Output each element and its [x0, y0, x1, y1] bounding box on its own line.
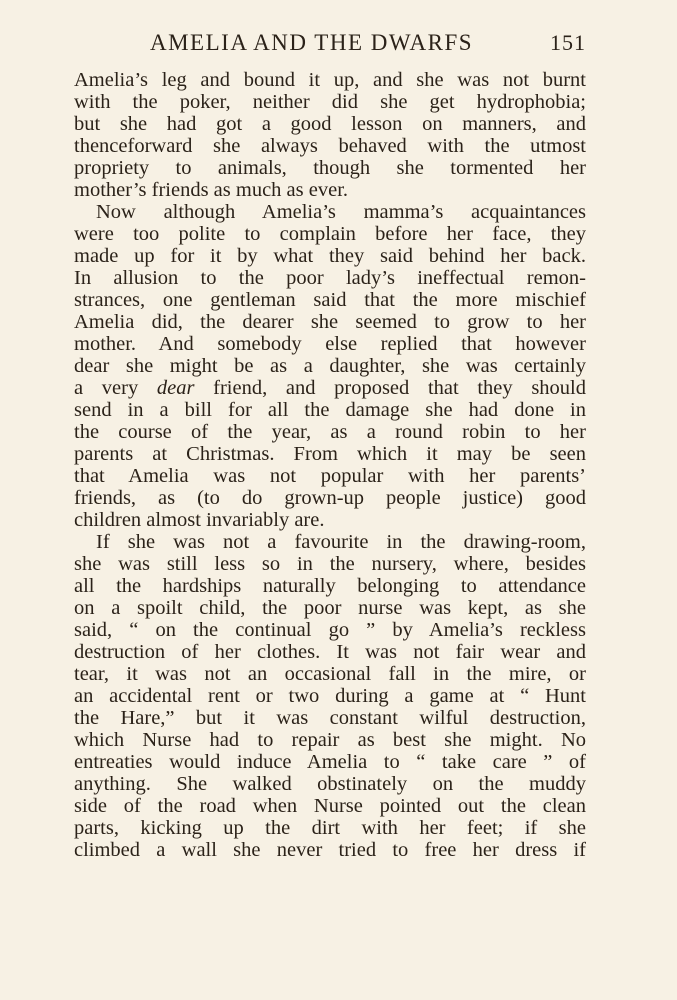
- text-line: a very dear friend, and proposed that they should: [74, 377, 586, 399]
- text-line: In allusion to the poor lady’s ineffectual remon-: [74, 267, 586, 289]
- text-line: she was still less so in the nursery, where, besides: [74, 553, 586, 575]
- text-line: parts, kicking up the dirt with her feet; if she: [74, 817, 586, 839]
- text-line: the Hare,” but it was constant wilful destruction,: [74, 707, 586, 729]
- text-line: dear she might be as a daughter, she was certainly: [74, 355, 586, 377]
- text-line: entreaties would induce Amelia to “ take care ” of: [74, 751, 586, 773]
- text-line: Now although Amelia’s mamma’s acquaintances: [96, 201, 586, 223]
- running-title: AMELIA AND THE DWARFS: [150, 30, 474, 55]
- text-line: side of the road when Nurse pointed out the clean: [74, 795, 586, 817]
- text-line: Amelia did, the dearer she seemed to grow to her: [74, 311, 586, 333]
- text-line: said, “ on the continual go ” by Amelia’s reckless: [74, 619, 586, 641]
- running-head: [74, 30, 586, 60]
- text-line: made up for it by what they said behind her back.: [74, 245, 586, 267]
- text-line: climbed a wall she never tried to free her dress if: [74, 839, 586, 861]
- text-line: parents at Christmas. From which it may be seen: [74, 443, 586, 465]
- text-line: an accidental rent or two during a game at “ Hunt: [74, 685, 586, 707]
- body-text: [74, 69, 586, 861]
- text-line: that Amelia was not popular with her parents’: [74, 465, 586, 487]
- text-line: destruction of her clothes. It was not fair wear and: [74, 641, 586, 663]
- page-number: 151: [550, 30, 586, 55]
- text-line: which Nurse had to repair as best she might. No: [74, 729, 586, 751]
- text-line: the course of the year, as a round robin to her: [74, 421, 586, 443]
- text-line: anything. She walked obstinately on the muddy: [74, 773, 586, 795]
- text-line: friends, as (to do grown-up people justice) good: [74, 487, 586, 509]
- text-line: Amelia’s leg and bound it up, and she was not burnt: [74, 69, 586, 91]
- text-line: send in a bill for all the damage she had done in: [74, 399, 586, 421]
- text-line: mother’s friends as much as ever.: [74, 179, 349, 201]
- text-line: were too polite to complain before her face, they: [74, 223, 586, 245]
- text-line: with the poker, neither did she get hydrophobia;: [74, 91, 586, 113]
- emphasized-word: dear: [156, 377, 195, 399]
- text-line: propriety to animals, though she tormented her: [74, 157, 586, 179]
- text-line: on a spoilt child, the poor nurse was kept, as she: [74, 597, 586, 619]
- text-line: If she was not a favourite in the drawing-room,: [96, 531, 586, 553]
- text-line: strances, one gentleman said that the more mischief: [74, 289, 586, 311]
- text-line: all the hardships naturally belonging to attendance: [74, 575, 586, 597]
- text-line: thenceforward she always behaved with the utmost: [74, 135, 586, 157]
- text-line: mother. And somebody else replied that however: [74, 333, 586, 355]
- text-line: tear, it was not an occasional fall in the mire, or: [74, 663, 586, 685]
- text-line: but she had got a good lesson on manners, and: [74, 113, 586, 135]
- text-line: children almost invariably are.: [74, 509, 325, 531]
